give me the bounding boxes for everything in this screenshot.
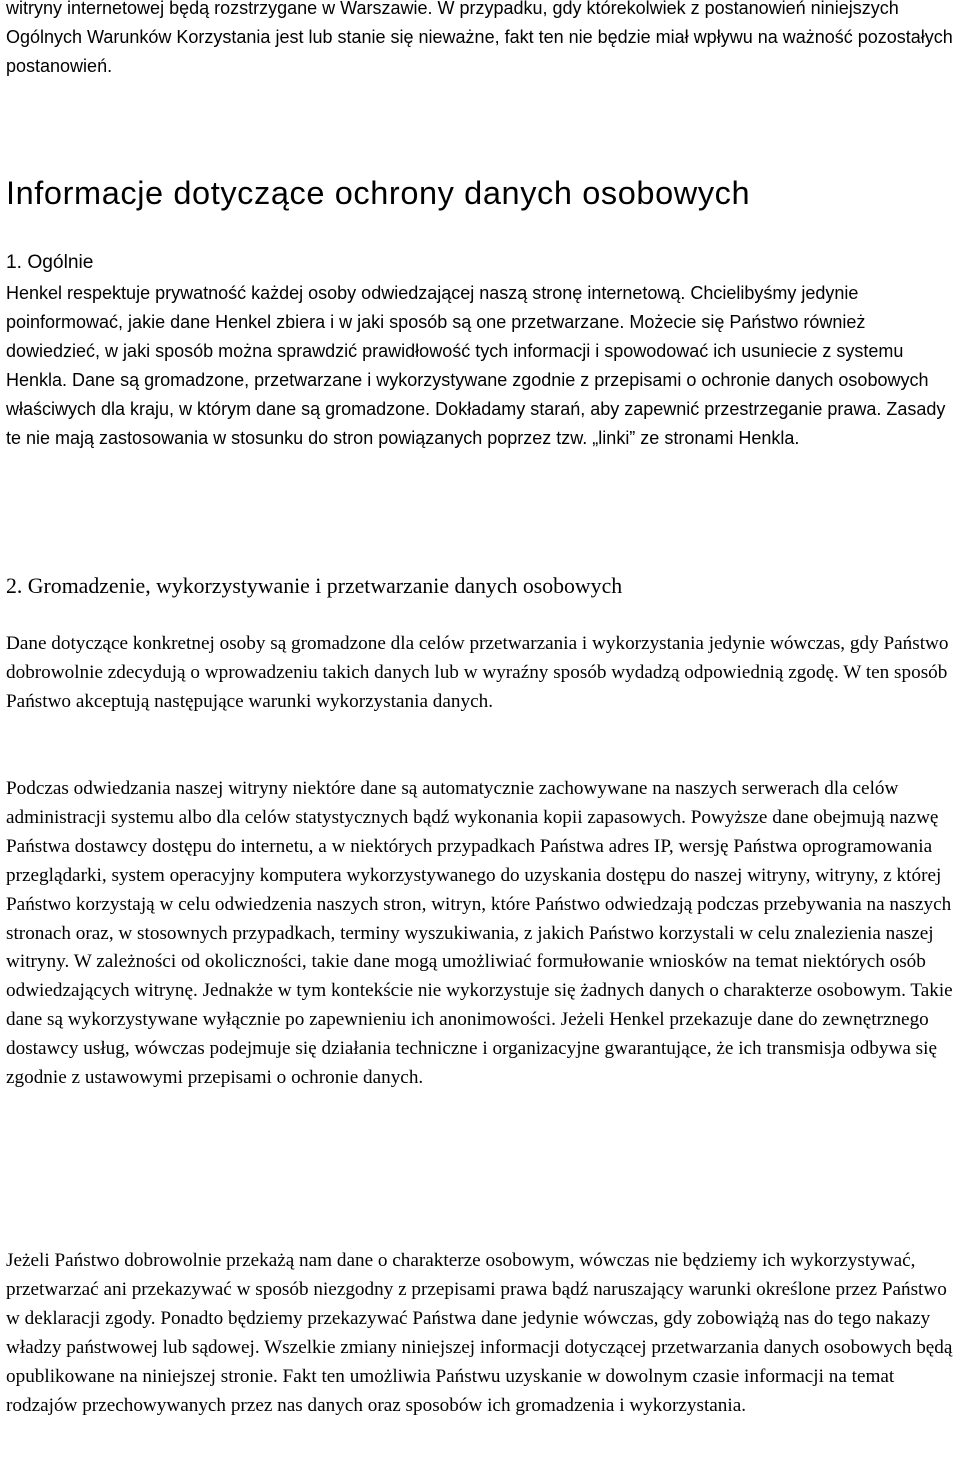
page-title: Informacje dotyczące ochrony danych osobowych bbox=[6, 175, 751, 211]
section-1-paragraph: Henkel respektuje prywatność każdej osoby odwiedzającej naszą stronę internetową. Chcielibyśmy jedynie poinformować, jakie dane Henkel zbiera i w jaki sposób są one przetwarzane. Możecie się Państwo również dowiedzieć, w jaki sposób można sprawdzić prawidłowość tych informacji i spowodować ich usuniecie z systemu Henkla. Dane są gromadzone, przetwarzane i wykorzystywane zgodnie z przepisami o ochronie danych osobowych właściwych dla kraju, w którym dane są gromadzone. Dokładamy starań, aby zapewnić przestrzeganie prawa. Zasady te nie mają zastosowania w stosunku do stron powiązanych poprzez tzw. „linki” ze stronami Henkla. bbox=[6, 283, 946, 448]
intro-paragraph: witryny internetowej będą rozstrzygane w Warszawie. W przypadku, gdy którekolwiek z postanowień niniejszych Ogólnych Warunków Korzystania jest lub stanie się nieważne, fakt ten nie będzie miał wpływu na ważność pozostałych postanowień. bbox=[6, 0, 953, 76]
section-2-heading: 2. Gromadzenie, wykorzystywanie i przetwarzanie danych osobowych bbox=[6, 574, 623, 598]
section-2-paragraph-1: Dane dotyczące konkretnej osoby są gromadzone dla celów przetwarzania i wykorzystania jedynie wówczas, gdy Państwo dobrowolnie zdecydują o wprowadzeniu takich danych lub w wyraźny sposób wydadzą odpowiednią zgodę. W ten sposób Państwo akceptują następujące warunki wykorzystania danych. bbox=[6, 633, 949, 712]
section-2-paragraph-3: Jeżeli Państwo dobrowolnie przekażą nam dane o charakterze osobowym, wówczas nie będziemy ich wykorzystywać, przetwarzać ani przekazywać w sposób niezgodny z przepisami prawa bądź naruszający warunki określone przez Państwo w deklaracji zgody. Ponadto będziemy przekazywać Państwa dane jedynie wówczas, gdy zobowiążą nas do tego nakazy władzy państwowej lub sądowej. Wszelkie zmiany niniejszej informacji dotyczącej przetwarzania danych osobowych będą opublikowane na niniejszej stronie. Fakt ten umożliwia Państwu uzyskanie w dowolnym czasie informacji na temat rodzajów przechowywanych przez nas danych oraz sposobów ich gromadzenia i wykorzystania. bbox=[6, 1250, 953, 1416]
section-2-paragraph-2: Podczas odwiedzania naszej witryny niektóre dane są automatycznie zachowywane na naszych serwerach dla celów administracji systemu albo dla celów statystycznych bądź wykonania kopii zapasowych. Powyższe dane obejmują nazwę Państwa dostawcy dostępu do internetu, a w niektórych przypadkach Państwa adres IP, wersję Państwa oprogramowania przeglądarki, system operacyjny komputera wykorzystywanego do uzyskania dostępu do naszej witryny, witryny, z której Państwo korzystają w celu odwiedzenia naszych stron, witryn, które Państwo odwiedzają podczas przebywania na naszych stronach oraz, w stosownych przypadkach, terminy wyszukiwania, z jakich Państwo korzystali w celu znalezienia naszej witryny. W zależności od okoliczności, takie dane mogą umożliwiać formułowanie wniosków na temat niektórych osób odwiedzających witrynę. Jednakże w tym kontekście nie wykorzystuje się żadnych danych o charakterze osobowym. Takie dane są wykorzystywane wyłącznie po zapewnieniu ich anonimowości. Jeżeli Henkel przekazuje dane do zewnętrznego dostawcy usług, wówczas podejmuje się działania techniczne i organizacyjne gwarantujące, że ich transmisja odbywa się zgodnie z ustawowymi przepisami o ochronie danych. bbox=[6, 778, 953, 1089]
section-1-heading: 1. Ogólnie bbox=[6, 252, 94, 273]
